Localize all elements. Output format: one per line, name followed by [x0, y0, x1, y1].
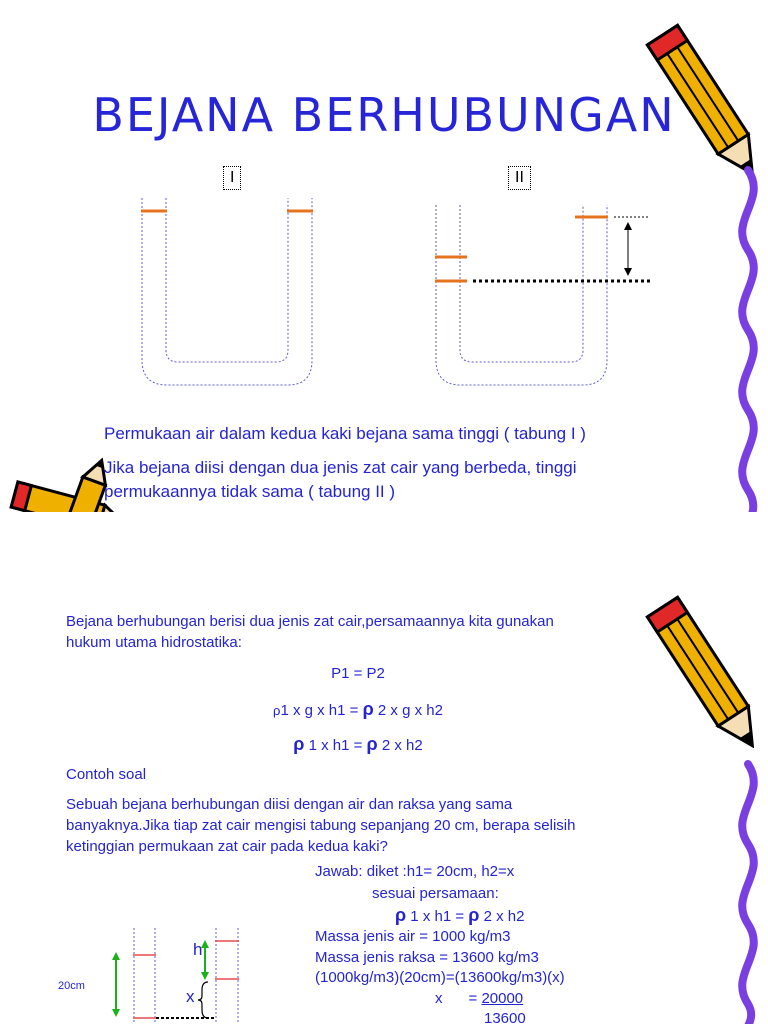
answer-line-6: (1000kg/m3)(20cm)=(13600kg/m3)(x): [315, 969, 565, 986]
equation-1: P1 = P2: [331, 665, 385, 682]
label-h: h: [193, 940, 203, 959]
answer-line-1: Jawab: diket :h1= 20cm, h2=x: [315, 863, 515, 880]
question-line-b: banyaknya.Jika tiap zat cair mengisi tabung sepanjang 20 cm, berapa selisih: [66, 817, 576, 834]
answer-line-2: sesuai persamaan:: [372, 885, 499, 902]
answer-line-3: ρ 1 x h1 = ρ 2 x h2: [395, 905, 525, 925]
label-x: x: [186, 987, 195, 1006]
u-tube-2: [436, 205, 607, 385]
slide-2: [0, 512, 768, 1024]
statement-2b: permukaannya tidak sama ( tabung II ): [104, 482, 396, 501]
tube-label-2: II: [508, 166, 531, 190]
slide-title: BEJANA BERHUBUNGAN: [92, 88, 676, 142]
brace-x: [198, 982, 208, 1018]
example-heading: Contoh soal: [66, 766, 147, 783]
equation-2: ρ1 x g x h1 = ρ 2 x g x h2: [273, 699, 443, 719]
answer-line-7: x = 20000: [435, 990, 524, 1007]
intro-line-a: Bejana berhubungan berisi dua jenis zat cair,persamaannya kita gunakan: [66, 613, 554, 630]
statement-2a: Jika bejana diisi dengan dua jenis zat cair yang berbeda, tinggi: [104, 458, 577, 477]
u-tube-diagram: [0, 0, 768, 400]
equation-3: ρ 1 x h1 = ρ 2 x h2: [293, 734, 423, 754]
answer-line-8: 13600: [484, 1010, 526, 1024]
question-line-a: Sebuah bejana berhubungan diisi dengan air dan raksa yang sama: [66, 796, 513, 813]
intro-line-b: hukum utama hidrostatika:: [66, 634, 242, 651]
tube-label-1: I: [223, 166, 241, 190]
u-tube-1: [142, 198, 312, 385]
label-20cm: 20cm: [58, 980, 85, 992]
question-line-c: ketinggian permukaan zat cair pada kedua kaki?: [66, 838, 388, 855]
answer-line-4: Massa jenis air = 1000 kg/m3: [315, 928, 511, 945]
answer-line-5: Massa jenis raksa = 13600 kg/m3: [315, 949, 539, 966]
statement-1: Permukaan air dalam kedua kaki bejana sama tinggi ( tabung I ): [104, 424, 586, 443]
example-tube-diagram: [0, 512, 768, 1024]
